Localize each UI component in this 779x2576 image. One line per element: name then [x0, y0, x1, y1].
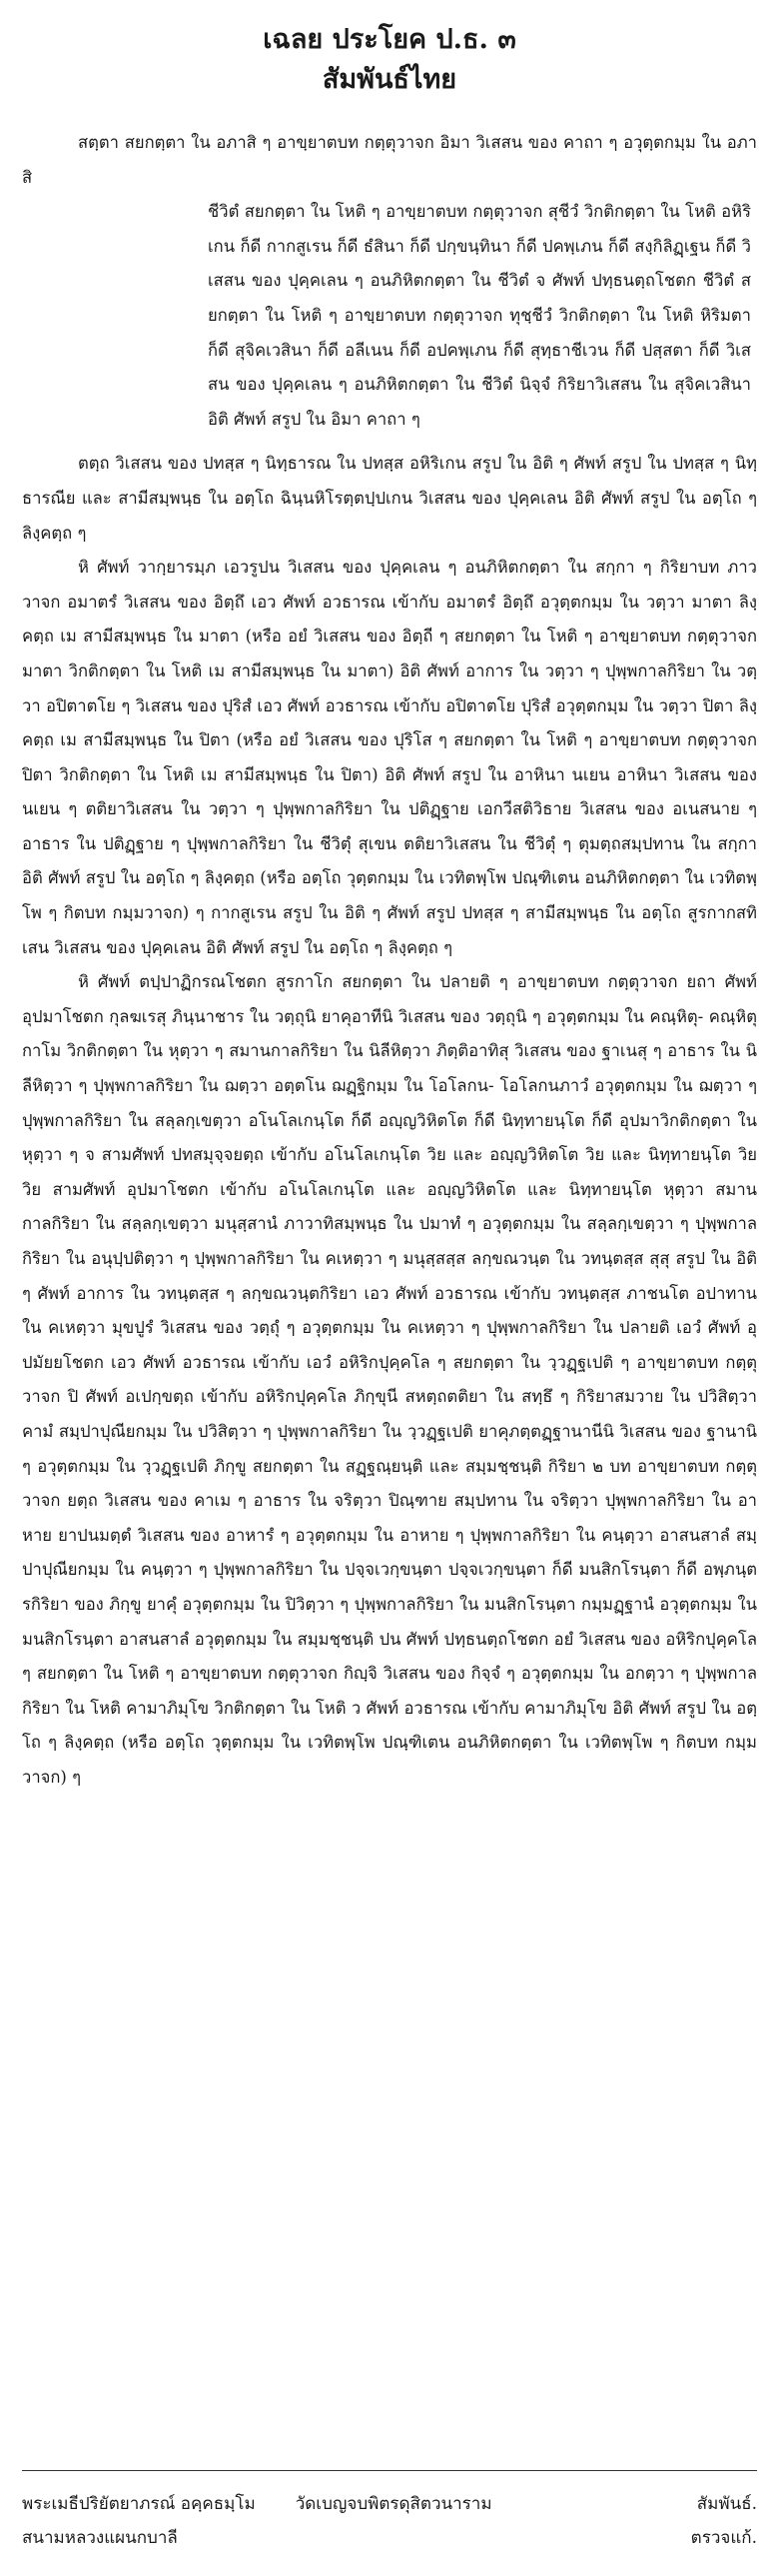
document-footer	[22, 2470, 757, 2555]
footer-organization: สนามหลวงแผนกบาลี	[22, 2528, 178, 2548]
footer-row-1	[22, 2487, 757, 2521]
paragraph-5: หิ ศัพท์ ตปฺปาฏิกรณโชตก สูรกาโก สยกตฺตา ใน ปลายติ ๆ อาขฺยาตบท กตฺตุวาจก ยถา ศัพท์ อุปมาโชตก กุลฆเรสุ ภินฺนาชาร ใน วตฺถุนิ ยาคุอาทีนิ วิเสสน ของ วตฺถุนิ ๆ อวุตฺตกมฺม ใน คณฺหิตุ- คณฺหิตุกาโม วิกติกตฺตา ใน หุตฺวา ๆ สมานกาลกิริยา ใน นิลีหิตฺวา ภิตฺติอาทิสุ วิเสสน ของ ฐาเนสุ ๆ อาธาร ใน นิลีหิตฺวา ๆ ปุพฺพกาลกิริยา ใน ฌตฺวา อตฺตโน ฌฏฺฐิกมฺม ใน โอโลกน- โอโลกนภาวํ อวุตฺตกมฺม ใน ฌตฺวา ๆ ปุพฺพกาลกิริยา ใน สลฺลกฺเขตฺวา อโนโลเกนฺโต ก็ดี อญฺญวิหิตโต ก็ดี นิทฺทายนฺโต ก็ดี อุปมาวิกติกตฺตา ใน หุตฺวา ๆ จ สามศัพท์ ปทสมุจฺจยตฺถ เข้ากับ อโนโลเกนฺโต วิย และ อญฺญวิหิตโต วิย และ นิทฺทายนฺโต วิย วิย สามศัพท์ อุปมาโชตก เข้ากับ อโนโลเกนฺโต และ อญฺญวิหิตโต และ นิทฺทายนฺโต หุตฺวา สมานกาลกิริยา ใน สลฺลกฺเขตฺวา มนุสฺสานํ ภาวาทิสมฺพนฺธ ใน ปมาทํ ๆ อวุตฺตกมฺม ใน สลฺลกฺเขตฺวา ๆ ปุพฺพกาลกิริยา ใน อนุปฺปติตฺวา ๆ ปุพฺพกาลกิริยา ใน คเหตฺวา ๆ มนุสฺสสฺส ลกฺขณวนฺต ใน วทนฺตสฺส สุสุ สรูป ใน อิติ ๆ ศัพท์ อาการ ใน วทนฺตสฺส ๆ ลกฺขณวนฺตกิริยา เอว ศัพท์ อวธารณ เข้ากับ วทนฺตสฺส ภาชนโต อปาทาน ใน คเหตฺวา มุขปูรํ วิเสสน ของ วตฺถุํ ๆ อวุตฺตกมฺม ใน คเหตฺวา ๆ ปุพฺพกาลกิริยา ใน ปลายติ เอวํ ศัพท์ อุปมัยยโชตก เอว ศัพท์ อวธารณ เข้ากับ เอวํ อหิริกปุคฺคโล ๆ สยกตฺตา ใน วฺวฏฺฐเปติ ๆ อาขฺยาตบท กตฺตุวาจก ปิ ศัพท์ อเปกฺขตฺถ เข้ากับ อหิริกปุคฺคโล ภิกฺขุนี สหตฺถตติยา ใน สทฺธึ ๆ กิริยาสมวาย ใน ปวิสิตฺวา คามํ สมฺปาปุณียกมฺม ใน ปวิสิตฺวา ๆ ปุพฺพกาลกิริยา ใน วฺวฏฺฐเปติ ยาคุภตฺตฏฺฐานานีนิ วิเสสน ของ ฐานานิ ๆ อวุตฺตกมฺม ใน วฺวฏฺฐเปติ ภิกฺขู สยกตฺตา ใน สฏฺฐณฺยนฺติ และ สมฺมชฺชนฺติ กิริยา ๒ บท อาขฺยาตบท กตฺตุวาจก ยตฺถ วิเสสน ของ คาเม ๆ อาธาร ใน จริตฺวา ปิณฺฑาย สมฺปทาน ใน จริตฺวา ปุพฺพกาลกิริยา ใน อาหาย ยาปนมตฺตํ วิเสสน ของ อาหารํ ๆ อวุตฺตกมฺม ใน อาหาย ๆ ปุพฺพกาลกิริยา ใน คนฺตฺวา อาสนสาลํ สมฺปาปุณียกมฺม ใน คนฺตฺวา ๆ ปุพฺพกาลกิริยา ใน ปจฺจเวกฺขนฺตา ปจฺจเวกฺขนฺตา ก็ดี มนสิกโรนฺตา ก็ดี อพฺภนฺตรกิริยา ของ ภิกฺขู ยาคุํ อวุตฺตกมฺม ใน ปิวิตฺวา ๆ ปุพฺพกาลกิริยา ใน มนสิกโรนฺตา กมฺมฏฺฐานํ อวุตฺตกมฺม ใน มนสิกโรนฺตา อาสนสาลํ อวุตฺตกมฺม ใน สมฺมชฺชนฺติ ปน ศัพท์ ปทฺธนตฺถโชตก อยํ วิเสสน ของ อหิริกปุคฺคโล ๆ สยกตฺตา ใน โหติ ๆ อาขฺยาตบท กตฺตุวาจก กิญฺจิ วิเสสน ของ กิจฺจํ ๆ อวุตฺตกมฺม ใน อกตฺวา ๆ ปุพฺพกาลกิริยา ใน โหติ คามาภิมุโข วิกติกตฺตา ใน โหติ ว ศัพท์ อวธารณ เข้ากับ คามาภิมุโข อิติ ศัพท์ สรูป ใน อตฺโถ ๆ ลิงฺคตฺถ (หรือ อตฺโถ วุตฺตกมฺม ใน เวทิตพฺโพ ปณฺฑิเตน อนภิหิตกตฺตา ใน เวทิตพฺโพ ๆ กิตบท กมฺมวาจก) ๆ	[22, 972, 757, 1787]
footer-checker-role-1: สัมพันธ์.	[696, 2494, 757, 2514]
footer-author: พระเมธีปริยัตยาภรณ์ อคฺคธมฺโม	[22, 2494, 256, 2514]
footer-temple: วัดเบญจบพิตรดุสิตวนาราม	[295, 2494, 492, 2514]
paragraph-2-verse-block: ชีวิตํ สยกตฺตา ใน โหติ ๆ อาขฺยาตบท กตฺตุวาจก สุชีวํ วิกติกตฺตา ใน โหติ อหิริเกน ก็ดี กากสูเรน ก็ดี ธํสินา ก็ดี ปกฺขนฺทินา ก็ดี ปคพฺเภน ก็ดี สงฺกิลิฏฺเฐน ก็ดี วิเสสน ของ ปุคฺคเลน ๆ อนภิหิตกตฺตา ใน ชีวิตํ จ ศัพท์ ปทฺธนตฺถโชตก ชีวิตํ สยกตฺตา ใน โหติ ๆ อาขฺยาตบท กตฺตุวาจก ทุชฺชีวํ วิกติกตฺตา ใน โหติ หิริมตา ก็ดี สุจิคเวสินา ก็ดี อลีเนน ก็ดี อปคพฺเภน ก็ดี สุทฺธาชีเวน ก็ดี ปสฺสตา ก็ดี วิเสสน ของ ปุคฺคเลน ๆ อนภิหิตกตฺตา ใน ชีวิตํ นิจฺจํ กิริยาวิเสสน ใน สุจิคเวสินา อิติ ศัพท์ สรูป ใน อิมา คาถา ๆ	[208, 202, 751, 429]
paragraph-3: ตตฺถ วิเสสน ของ ปทสฺส ๆ นิทฺธารณ ใน ปทสฺส อหิริเกน สรูป ใน อิติ ๆ ศัพท์ สรูป ใน ปทสฺส ๆ นิทฺธารณีย และ สามีสมฺพนฺธ ใน อตฺโถ ฉินฺนหิโรตฺตปฺปเกน วิเสสน ของ ปุคฺคเลน อิติ ศัพท์ สรูป ใน อตฺโถ ๆ ลิงฺคตฺถ ๆ	[22, 454, 757, 543]
document-subtitle: สัมพันธ์ไทย	[322, 64, 457, 95]
document-title: เฉลย ประโยค ป.ธ. ๓	[263, 24, 516, 55]
paragraph-gap	[22, 437, 757, 447]
paragraph-4: หิ ศัพท์ วากฺยารมฺภ เอวรูปน วิเสสน ของ ปุคฺคเลน ๆ อนภิหิตกตฺตา ใน สกฺกา ๆ กิริยาบท ภาววาจก อมาตรํ วิเสสน ของ อิตฺถึ เอว ศัพท์ อวธารณ เข้ากับ อมาตรํ อิตฺถึ อวุตฺตกมฺม ใน วตฺวา มาตา ลิงฺคตฺถ เม สามีสมฺพนฺธ ใน มาตา (หรือ อยํ วิเสสน ของ อิตฺถี ๆ สยกตฺตา ใน โหติ ๆ อาขฺยาตบท กตฺตุวาจก มาตา วิกติกตฺตา ใน โหติ เม สามีสมฺพนฺธ ใน มาตา) อิติ ศัพท์ อาการ ใน วตฺวา ๆ ปุพฺพกาลกิริยา ใน วตฺวา อปิตาตโย ๆ วิเสสน ของ ปุริสํ เอว ศัพท์ อวธารณ เข้ากับ อปิตาตโย ปุริสํ อวุตฺตกมฺม ใน วตฺวา ปิตา ลิงฺคตฺถ เม สามีสมฺพนฺธ ใน ปิตา (หรือ อยํ วิเสสน ของ ปุริโส ๆ สยกตฺตา ใน โหติ ๆ อาขฺยาตบท กตฺตุวาจก ปิตา วิกติกตฺตา ใน โหติ เม สามีสมฺพนฺธ ใน ปิตา) อิติ ศัพท์ สรูป ใน อาหินา นเยน อาหินา วิเสสน ของ นเยน ๆ ตติยาวิเสสน ใน วตฺวา ๆ ปุพฺพกาลกิริยา ใน ปติฏฺฐาย เอกวีสติวิธาย วิเสสน ของ อเนสนาย ๆ อาธาร ใน ปติฏฺฐาย ๆ ปุพฺพกาลกิริยา ใน ชีวิตุํ สุเขน ตติยาวิเสสน ใน ชีวิตุํ ๆ ตุมตฺถสมฺปทาน ใน สกฺกา อิติ ศัพท์ สรูป ใน อตฺโถ ๆ ลิงฺคตฺถ (หรือ อตฺโถ วุตฺตกมฺม ใน เวทิตพฺโพ ปณฺฑิเตน อนภิหิตกตฺตา ใน เวทิตพฺโพ ๆ กิตบท กมฺมวาจก) ๆ กากสูเรน สรูป ใน อิติ ๆ ศัพท์ สรูป ปทสฺส ๆ สามีสมฺพนฺธ ใน อตฺโถ สูรกากสทิเสน วิเสสน ของ ปุคฺคเลน อิติ ศัพท์ สรูป ใน อตฺโถ ๆ ลิงฺคตฺถ ๆ	[22, 558, 757, 957]
footer-checker-role-2: ตรวจแก้.	[690, 2528, 757, 2548]
footer-row-2	[22, 2521, 757, 2555]
paragraph-1: สตฺตา สยกตฺตา ใน อภาสิ ๆ อาขฺยาตบท กตฺตุวาจก อิมา วิเสสน ของ คาถา ๆ อวุตฺตกมฺม ใน อภาสิ	[22, 133, 757, 187]
footer-signature-group	[22, 2487, 492, 2521]
